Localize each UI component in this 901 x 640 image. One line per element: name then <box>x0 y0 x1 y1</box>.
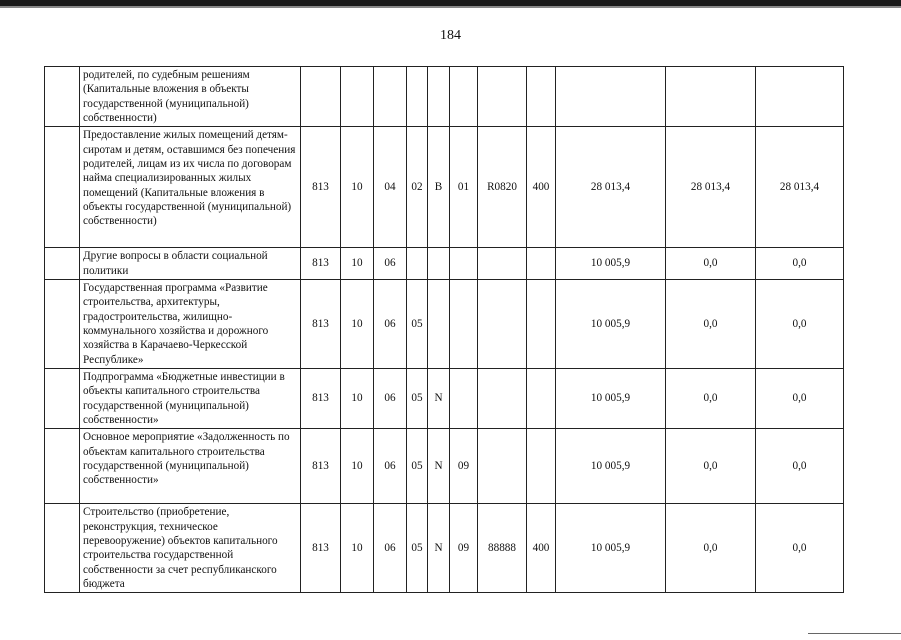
grbs-cell: 813 <box>301 504 341 593</box>
sum-year2-cell <box>666 67 756 127</box>
subprogram-cell: N <box>428 429 450 504</box>
row-number-cell <box>45 504 80 593</box>
expense-type-cell: 400 <box>527 504 556 593</box>
grbs-cell: 813 <box>301 248 341 280</box>
row-number-cell <box>45 248 80 280</box>
expense-type-cell <box>527 67 556 127</box>
event-cell <box>450 248 478 280</box>
table-row <box>45 504 844 593</box>
subprogram-cell: N <box>428 368 450 428</box>
sum-year2-cell: 0,0 <box>666 279 756 368</box>
section-cell: 10 <box>341 429 374 504</box>
table-row <box>45 429 844 504</box>
expense-type-cell <box>527 279 556 368</box>
sum-year2-cell: 0,0 <box>666 504 756 593</box>
sum-year3-cell: 0,0 <box>756 248 844 280</box>
sum-year3-cell: 28 013,4 <box>756 127 844 248</box>
program-cell <box>407 248 428 280</box>
subprogram-cell <box>428 279 450 368</box>
row-number-cell <box>45 67 80 127</box>
table-row <box>45 368 844 428</box>
event-cell: 01 <box>450 127 478 248</box>
section-cell <box>341 67 374 127</box>
table-row <box>45 279 844 368</box>
grbs-cell: 813 <box>301 127 341 248</box>
direction-cell <box>478 248 527 280</box>
direction-cell <box>478 429 527 504</box>
sum-year2-cell: 0,0 <box>666 429 756 504</box>
sum-year2-cell: 28 013,4 <box>666 127 756 248</box>
direction-cell <box>478 368 527 428</box>
scan-bottom-mark <box>808 633 901 634</box>
budget-table <box>44 66 844 593</box>
grbs-cell: 813 <box>301 279 341 368</box>
sum-year3-cell: 0,0 <box>756 279 844 368</box>
sum-year2-cell: 0,0 <box>666 248 756 280</box>
row-number-cell <box>45 429 80 504</box>
sum-year1-cell <box>556 67 666 127</box>
grbs-cell: 813 <box>301 429 341 504</box>
program-cell <box>407 67 428 127</box>
sum-year2-cell: 0,0 <box>666 368 756 428</box>
sum-year1-cell: 10 005,9 <box>556 504 666 593</box>
subprogram-cell: В <box>428 127 450 248</box>
sum-year3-cell <box>756 67 844 127</box>
subprogram-cell: N <box>428 504 450 593</box>
program-cell: 05 <box>407 279 428 368</box>
row-number-cell <box>45 368 80 428</box>
item-name-cell: Строительство (приобретение, реконструкция, техническое перевооружение) объектов капитального строительства государственной собственности за счет республиканского бюджета <box>80 504 301 593</box>
direction-cell <box>478 279 527 368</box>
item-name-cell: Государственная программа «Развитие строительства, архитектуры, градостроительства, жилищно-коммунального хозяйства и дорожного хозяйства в Карачаево-Черкесской Республике» <box>80 279 301 368</box>
section-cell: 10 <box>341 127 374 248</box>
direction-cell <box>478 67 527 127</box>
subsection-cell: 06 <box>374 248 407 280</box>
item-name-cell: Другие вопросы в области социальной политики <box>80 248 301 280</box>
sum-year1-cell: 10 005,9 <box>556 429 666 504</box>
scan-top-edge-shadow <box>0 6 901 8</box>
table-row <box>45 248 844 280</box>
program-cell: 05 <box>407 368 428 428</box>
subsection-cell <box>374 67 407 127</box>
section-cell: 10 <box>341 368 374 428</box>
row-number-cell <box>45 127 80 248</box>
section-cell: 10 <box>341 248 374 280</box>
event-cell: 09 <box>450 504 478 593</box>
item-name-cell: родителей, по судебным решениям (Капитальные вложения в объекты государственной (муниципальной) собственности) <box>80 67 301 127</box>
sum-year1-cell: 28 013,4 <box>556 127 666 248</box>
item-name-cell: Подпрограмма «Бюджетные инвестиции в объекты капитального строительства государственной (муниципальной) собственности» <box>80 368 301 428</box>
expense-type-cell: 400 <box>527 127 556 248</box>
section-cell: 10 <box>341 504 374 593</box>
sum-year1-cell: 10 005,9 <box>556 368 666 428</box>
grbs-cell <box>301 67 341 127</box>
subprogram-cell <box>428 67 450 127</box>
subsection-cell: 04 <box>374 127 407 248</box>
subsection-cell: 06 <box>374 279 407 368</box>
direction-cell: 88888 <box>478 504 527 593</box>
sum-year3-cell: 0,0 <box>756 504 844 593</box>
subprogram-cell <box>428 248 450 280</box>
event-cell: 09 <box>450 429 478 504</box>
program-cell: 05 <box>407 504 428 593</box>
direction-cell: R0820 <box>478 127 527 248</box>
page-number: 184 <box>440 28 461 43</box>
table-row <box>45 127 844 248</box>
table-row <box>45 67 844 127</box>
program-cell: 05 <box>407 429 428 504</box>
program-cell: 02 <box>407 127 428 248</box>
item-name-cell: Предоставление жилых помещений детям-сиротам и детям, оставшимся без попечения родителей, лицам из их числа по договорам найма специализированных жилых помещений (Капитальные вложения в объекты государственной (муниципальной) собственности) <box>80 127 301 248</box>
event-cell <box>450 279 478 368</box>
sum-year1-cell: 10 005,9 <box>556 248 666 280</box>
subsection-cell: 06 <box>374 368 407 428</box>
section-cell: 10 <box>341 279 374 368</box>
sum-year3-cell: 0,0 <box>756 368 844 428</box>
subsection-cell: 06 <box>374 504 407 593</box>
sum-year3-cell: 0,0 <box>756 429 844 504</box>
expense-type-cell <box>527 248 556 280</box>
row-number-cell <box>45 279 80 368</box>
item-name-cell: Основное мероприятие «Задолженность по объектам капитального строительства государственной (муниципальной) собственности» <box>80 429 301 504</box>
expense-type-cell <box>527 368 556 428</box>
expense-type-cell <box>527 429 556 504</box>
event-cell <box>450 67 478 127</box>
grbs-cell: 813 <box>301 368 341 428</box>
event-cell <box>450 368 478 428</box>
sum-year1-cell: 10 005,9 <box>556 279 666 368</box>
subsection-cell: 06 <box>374 429 407 504</box>
